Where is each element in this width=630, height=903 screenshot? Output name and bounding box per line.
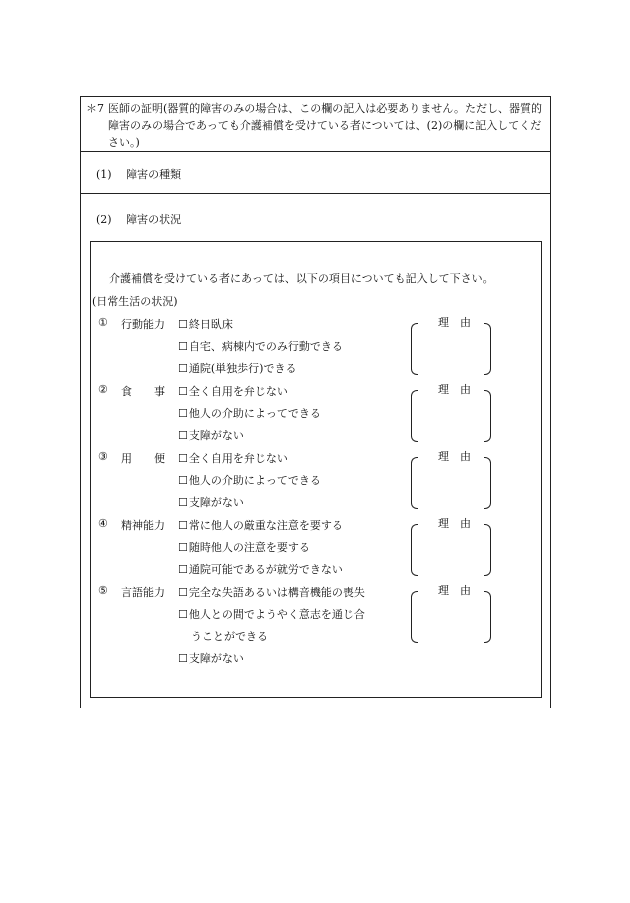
category-4-option-2[interactable]: ☐随時他人の注意を要する <box>178 541 310 554</box>
category-1-option-1[interactable]: ☐終日臥床 <box>178 318 233 331</box>
category-5-option-3[interactable]: ☐支障がない <box>178 652 244 665</box>
checkbox-icon[interactable]: ☐ <box>178 652 188 665</box>
category-2-number: ② <box>98 383 108 396</box>
category-2-option-1[interactable]: ☐全く自用を弁じない <box>178 385 288 398</box>
category-5-label: 言語能力 <box>121 586 165 599</box>
category-4-number: ④ <box>98 517 108 530</box>
category-4-label: 精神能力 <box>121 519 165 532</box>
category-1-number: ① <box>98 316 108 329</box>
section-2-label: 障害の状況 <box>126 213 182 226</box>
medical-certificate-form <box>80 96 551 708</box>
section-disability-type <box>96 166 181 182</box>
daily-life-status-label: (日常生活の状況) <box>92 295 178 308</box>
category-2-label: 食 事 <box>121 385 165 398</box>
checkbox-icon[interactable]: ☐ <box>178 519 188 532</box>
category-5-option-2[interactable]: ☐他人との間でようやく意志を通じ合 <box>178 608 365 621</box>
checkbox-icon[interactable]: ☐ <box>178 362 188 375</box>
care-compensation-instruction: 介護補償を受けている者にあっては、以下の項目についても記入して下さい。 <box>109 272 494 285</box>
category-4-option-1[interactable]: ☐常に他人の厳重な注意を要する <box>178 519 343 532</box>
checkbox-icon[interactable]: ☐ <box>178 429 188 442</box>
category-3-number: ③ <box>98 450 108 463</box>
reason-label: 理 由 <box>438 316 471 329</box>
checkbox-icon[interactable]: ☐ <box>178 452 188 465</box>
checkbox-icon[interactable]: ☐ <box>178 496 188 509</box>
checkbox-icon[interactable]: ☐ <box>178 340 188 353</box>
category-2-option-3[interactable]: ☐支障がない <box>178 429 244 442</box>
checkbox-icon[interactable]: ☐ <box>178 541 188 554</box>
note-mark: ＊7 <box>86 102 104 115</box>
category-3-reason-field[interactable] <box>411 450 491 507</box>
form-divider-1 <box>80 151 551 152</box>
reason-label: 理 由 <box>438 383 471 396</box>
checkbox-icon[interactable]: ☐ <box>178 318 188 331</box>
form-top-border <box>80 96 551 97</box>
category-1-option-2[interactable]: ☐自宅、病棟内でのみ行動できる <box>178 340 343 353</box>
checkbox-icon[interactable]: ☐ <box>178 586 188 599</box>
category-5-reason-field[interactable] <box>411 584 491 641</box>
checkbox-icon[interactable]: ☐ <box>178 385 188 398</box>
category-5-number: ⑤ <box>98 584 108 597</box>
category-4-option-3[interactable]: ☐通院可能であるが就労できない <box>178 563 343 576</box>
reason-label: 理 由 <box>438 517 471 530</box>
reason-label: 理 由 <box>438 450 471 463</box>
category-3-option-1[interactable]: ☐全く自用を弁じない <box>178 452 288 465</box>
section-1-number: (1) <box>96 168 112 181</box>
note-text: 医師の証明(器質的障害のみの場合は、この欄の記入は必要ありません。ただし、器質的障害のみの場合であっても介護補償を受けている者については、(2)の欄に記入してください。) <box>108 102 542 149</box>
checkbox-icon[interactable]: ☐ <box>178 608 188 621</box>
category-3-label: 用 便 <box>121 452 165 465</box>
category-3-option-3[interactable]: ☐支障がない <box>178 496 244 509</box>
category-1-label: 行動能力 <box>121 318 165 331</box>
category-5-option-2-continuation: うことができる <box>191 630 268 643</box>
category-2-reason-field[interactable] <box>411 383 491 440</box>
section-1-label: 障害の種類 <box>126 168 182 181</box>
section-2-number: (2) <box>96 213 112 226</box>
disability-status-box <box>90 241 542 698</box>
reason-label: 理 由 <box>438 584 471 597</box>
checkbox-icon[interactable]: ☐ <box>178 563 188 576</box>
form-divider-2 <box>80 193 551 194</box>
checkbox-icon[interactable]: ☐ <box>178 474 188 487</box>
category-5-option-1[interactable]: ☐完全な失語あるいは構音機能の喪失 <box>178 586 365 599</box>
category-3-option-2[interactable]: ☐他人の介助によってできる <box>178 474 321 487</box>
form-left-border <box>80 96 81 708</box>
category-2-option-2[interactable]: ☐他人の介助によってできる <box>178 407 321 420</box>
checkbox-icon[interactable]: ☐ <box>178 407 188 420</box>
category-4-reason-field[interactable] <box>411 517 491 574</box>
category-1-option-3[interactable]: ☐通院(単独歩行)できる <box>178 362 297 375</box>
section-disability-status <box>96 211 181 227</box>
category-1-reason-field[interactable] <box>411 316 491 373</box>
form-right-border <box>550 96 551 708</box>
